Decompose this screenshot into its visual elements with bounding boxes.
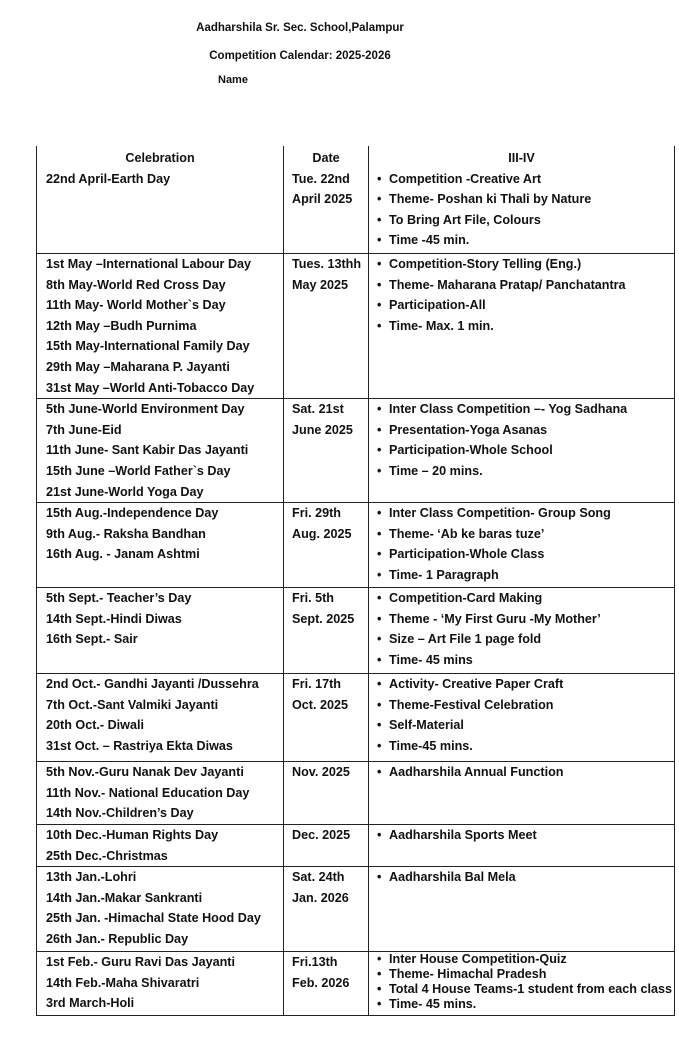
activity-cell-line: • Aadharshila Annual Function	[377, 762, 674, 783]
celebration-cell	[37, 503, 284, 588]
celebration-cell-line: 9th Aug.- Raksha Bandhan	[46, 526, 206, 541]
activity-cell	[369, 867, 675, 952]
celebration-cell-line: 3rd March-Holi	[46, 996, 135, 1011]
school-name: Aadharshila Sr. Sec. School,Palampur	[196, 22, 404, 34]
celebration-cell-line: 8th May-World Red Cross Day	[46, 277, 226, 292]
activity-cell-line: • Time – 20 mins.	[377, 461, 674, 482]
activity-cell	[369, 399, 675, 503]
activity-cell-line: • Size – Art File 1 page fold	[377, 629, 674, 650]
celebration-cell	[37, 825, 284, 867]
celebration-cell-line: 31st Oct. – Rastriya Ekta Diwas	[46, 739, 233, 754]
date-cell	[284, 952, 369, 1016]
activity-cell-line: • Time-45 mins.	[377, 736, 674, 757]
date-cell-line: Jan. 2026	[292, 890, 349, 905]
activity-cell-line: • Theme- Himachal Pradesh	[377, 967, 674, 982]
date-cell-line: Fri. 17th	[292, 677, 341, 692]
celebration-cell-line: 31st May –World Anti-Tobacco Day	[46, 380, 255, 395]
activity-cell	[369, 674, 675, 762]
celebration-cell-line: 20th Oct.- Diwali	[46, 718, 144, 733]
date-cell-line: Nov. 2025	[292, 765, 350, 780]
header-celebration: Celebration	[37, 146, 284, 169]
activity-cell-line: • Theme- Maharana Pratap/ Panchatantra	[377, 275, 674, 296]
celebration-cell	[37, 867, 284, 952]
date-cell-line: Sept. 2025	[292, 611, 355, 626]
competition-calendar-table	[36, 146, 675, 1016]
activity-cell-line: • Activity- Creative Paper Craft	[377, 674, 674, 695]
celebration-cell-line: 10th Dec.-Human Rights Day	[46, 828, 219, 843]
celebration-cell	[37, 762, 284, 825]
date-cell-line: May 2025	[292, 277, 349, 292]
activity-cell	[369, 762, 675, 825]
date-cell-line: Tue. 22nd	[292, 171, 350, 186]
date-cell	[284, 825, 369, 867]
celebration-cell-line: 29th May –Maharana P. Jayanti	[46, 360, 230, 375]
table-row	[37, 399, 675, 503]
date-cell	[284, 762, 369, 825]
activity-cell-line: • Presentation-Yoga Asanas	[377, 420, 674, 441]
celebration-cell-line: 1st May –International Labour Day	[46, 257, 252, 272]
table-row	[37, 169, 675, 254]
date-cell-line: Aug. 2025	[292, 526, 352, 541]
table-row	[37, 762, 675, 825]
celebration-cell-line: 21st June-World Yoga Day	[46, 484, 204, 499]
celebration-cell-line: 5th Nov.-Guru Nanak Dev Jayanti	[46, 765, 244, 780]
date-cell-line: June 2025	[292, 422, 353, 437]
activity-cell	[369, 169, 675, 254]
activity-cell-line: • To Bring Art File, Colours	[377, 210, 674, 231]
header-activity: III-IV	[369, 146, 675, 169]
celebration-cell-line: 11th Nov.- National Education Day	[46, 785, 250, 800]
date-cell-line: Sat. 21st	[292, 402, 344, 417]
table-row	[37, 503, 675, 588]
celebration-cell-line: 2nd Oct.- Gandhi Jayanti /Dussehra	[46, 677, 259, 692]
activity-cell	[369, 254, 675, 399]
activity-cell-line: • Theme - ‘My First Guru -My Mother’	[377, 609, 674, 630]
activity-cell-line: • Time- 45 mins	[377, 650, 674, 671]
celebration-cell	[37, 952, 284, 1016]
date-cell-line: Tues. 13thh	[292, 257, 362, 272]
date-cell-line: Sat. 24th	[292, 870, 345, 885]
celebration-cell-line: 25th Dec.-Christmas	[46, 848, 168, 863]
celebration-cell-line: 11th May- World Mother`s Day	[46, 298, 226, 313]
table-header-row	[37, 146, 675, 169]
activity-cell	[369, 952, 675, 1016]
date-cell-line: Dec. 2025	[292, 828, 351, 843]
activity-cell-line: • Competition-Card Making	[377, 588, 674, 609]
activity-cell-line: • Aadharshila Bal Mela	[377, 867, 674, 888]
activity-cell	[369, 825, 675, 867]
celebration-cell-line: 15th June –World Father`s Day	[46, 464, 231, 479]
celebration-cell	[37, 588, 284, 674]
celebration-cell-line: 14th Jan.-Makar Sankranti	[46, 890, 203, 905]
date-cell-line: Oct. 2025	[292, 697, 349, 712]
activity-cell-line: • Participation-Whole School	[377, 440, 674, 461]
name-label: Name	[218, 74, 248, 84]
date-cell	[284, 588, 369, 674]
celebration-cell	[37, 674, 284, 762]
date-cell-line: April 2025	[292, 192, 353, 207]
date-cell	[284, 674, 369, 762]
date-cell-line: Fri. 29th	[292, 506, 341, 521]
activity-cell	[369, 588, 675, 674]
header-date: Date	[284, 146, 369, 169]
celebration-cell	[37, 399, 284, 503]
table-row	[37, 254, 675, 399]
activity-cell-line: • Self-Material	[377, 715, 674, 736]
activity-cell-line: • Time- Max. 1 min.	[377, 316, 674, 337]
activity-cell-line: • Inter Class Competition –- Yog Sadhana	[377, 399, 674, 420]
activity-cell-line: • Competition-Story Telling (Eng.)	[377, 254, 674, 275]
date-cell	[284, 169, 369, 254]
celebration-cell-line: 16th Sept.- Sair	[46, 632, 138, 647]
celebration-cell	[37, 169, 284, 254]
celebration-cell-line: 5th June-World Environment Day	[46, 402, 245, 417]
date-cell-line: Feb. 2026	[292, 975, 350, 990]
activity-cell-line: • Time- 45 mins.	[377, 997, 674, 1012]
activity-cell-line: • Time -45 min.	[377, 230, 674, 251]
celebration-cell-line: 16th Aug. - Janam Ashtmi	[46, 547, 200, 562]
celebration-cell-line: 13th Jan.-Lohri	[46, 870, 137, 885]
celebration-cell-line: 14th Sept.-Hindi Diwas	[46, 611, 182, 626]
celebration-cell-line: 22nd April-Earth Day	[46, 171, 171, 186]
activity-cell-line: • Inter House Competition-Quiz	[377, 952, 674, 967]
activity-cell-line: • Inter Class Competition- Group Song	[377, 503, 674, 524]
table-row	[37, 674, 675, 762]
celebration-cell-line: 12th May –Budh Purnima	[46, 318, 197, 333]
celebration-cell-line: 14th Feb.-Maha Shivaratri	[46, 975, 200, 990]
calendar-title: Competition Calendar: 2025-2026	[209, 50, 391, 62]
celebration-cell	[37, 254, 284, 399]
date-cell	[284, 503, 369, 588]
table-row	[37, 867, 675, 952]
date-cell	[284, 399, 369, 503]
table-row	[37, 588, 675, 674]
date-cell-line: Fri. 5th	[292, 591, 334, 606]
date-cell	[284, 867, 369, 952]
activity-cell-line: • Theme- Poshan ki Thali by Nature	[377, 189, 674, 210]
activity-cell-line: • Theme- ‘Ab ke baras tuze’	[377, 524, 674, 545]
activity-cell-line: • Competition -Creative Art	[377, 169, 674, 190]
celebration-cell-line: 5th Sept.- Teacher’s Day	[46, 591, 192, 606]
activity-cell-line: • Aadharshila Sports Meet	[377, 825, 674, 846]
date-cell	[284, 254, 369, 399]
activity-cell-line: • Participation-Whole Class	[377, 544, 674, 565]
celebration-cell-line: 7th June-Eid	[46, 422, 122, 437]
celebration-cell-line: 15th May-International Family Day	[46, 339, 250, 354]
celebration-cell-line: 7th Oct.-Sant Valmiki Jayanti	[46, 697, 219, 712]
activity-cell-line: • Participation-All	[377, 295, 674, 316]
celebration-cell-line: 26th Jan.- Republic Day	[46, 932, 189, 946]
celebration-cell-line: 11th June- Sant Kabir Das Jayanti	[46, 443, 249, 458]
celebration-cell-line: 14th Nov.-Children’s Day	[46, 806, 194, 821]
table-row	[37, 952, 675, 1016]
celebration-cell-line: 15th Aug.-Independence Day	[46, 506, 219, 521]
celebration-cell-line: 25th Jan. -Himachal State Hood Day	[46, 911, 261, 926]
activity-cell-line: • Theme-Festival Celebration	[377, 695, 674, 716]
activity-cell	[369, 503, 675, 588]
table-row	[37, 825, 675, 867]
celebration-cell-line: 1st Feb.- Guru Ravi Das Jayanti	[46, 955, 235, 970]
activity-cell-line: • Total 4 House Teams-1 student from each class	[377, 982, 674, 997]
date-cell-line: Fri.13th	[292, 955, 338, 970]
activity-cell-line: • Time- 1 Paragraph	[377, 565, 674, 586]
